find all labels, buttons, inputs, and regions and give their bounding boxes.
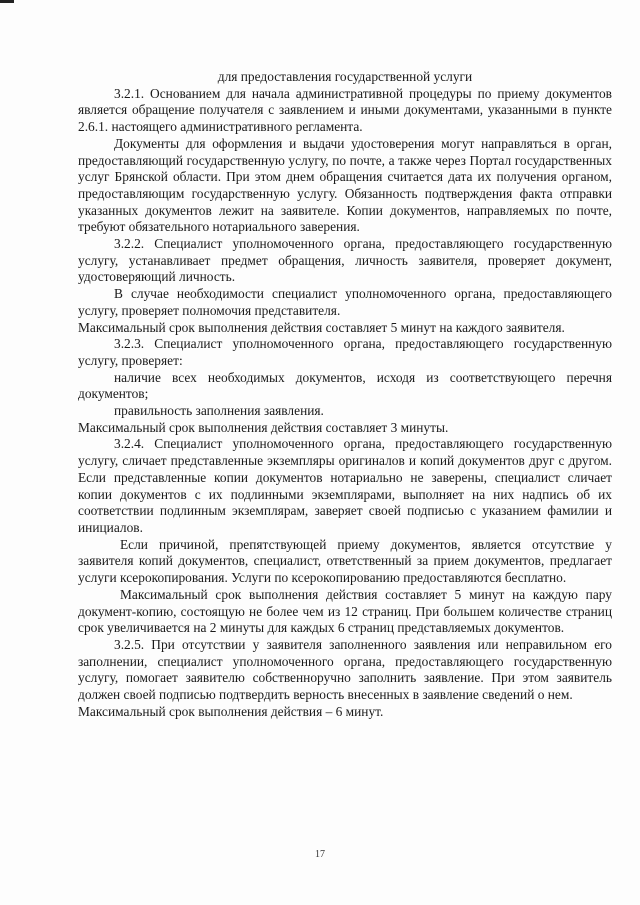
paragraph-3-2-4: 3.2.4. Специалист уполномоченного органа, предоставляющего государственную услугу, сличает представленные экземпляры оригиналов и копий документов друг с другом. Если представленные копии документов нотариально не заверены, специалист сличает копии документов с их подлинными экземплярами, выполняет на них надпись об их соответствии подлинным экземплярам, заверяет своей подписью с указанием фамилии и инициалов. bbox=[78, 436, 612, 535]
paragraph-form-correctness: правильность заполнения заявления. bbox=[114, 403, 324, 419]
paragraph-representative-check: В случае необходимости специалист уполномоченного органа, предоставляющего услугу, проверяет полномочия представителя. bbox=[78, 286, 612, 318]
paragraph-3-2-3: 3.2.3. Специалист уполномоченного органа, предоставляющего государственную услугу, проверяет: bbox=[78, 336, 612, 368]
paragraph-max-time-pages: Максимальный срок выполнения действия составляет 5 минут на каждую пару документ-копию, состоящую не более чем из 12 страниц. При большем количестве страниц срок увеличивается на 2 минуты для каждых 6 страниц представляемых документов. bbox=[78, 586, 612, 636]
paragraph-docs-presence: наличие всех необходимых документов, исходя из соответствующего перечня документов; bbox=[78, 369, 612, 402]
paragraph-photocopy: Если причиной, препятствующей приему документов, является отсутствие у заявителя копий документов, специалист, ответственный за прием документов, предлагает услуги ксерокопирования. Услуги по ксерокопированию предоставляются бесплатно. bbox=[78, 536, 612, 586]
scan-corner-mark bbox=[0, 0, 14, 3]
page-number: 17 bbox=[315, 849, 325, 860]
paragraph-max-time-6min: Максимальный срок выполнения действия – 6 минут. bbox=[78, 703, 384, 719]
paragraph-3-2-1: 3.2.1. Основанием для начала административной процедуры по приему документов является обращение получателя с заявлением и иными документами, указанными в пункте 2.6.1. настоящего административного регламента. bbox=[78, 85, 612, 135]
section-heading: для предоставления государственной услуги bbox=[217, 69, 473, 84]
paragraph-max-time-5min: Максимальный срок выполнения действия составляет 5 минут на каждого заявителя. bbox=[78, 319, 565, 335]
paragraph-3-2-2: 3.2.2. Специалист уполномоченного органа, предоставляющего государственную услугу, устанавливает предмет обращения, личность заявителя, проверяет документ, удостоверяющий личность. bbox=[78, 236, 612, 285]
document-body bbox=[78, 69, 612, 720]
paragraph-documents-delivery: Документы для оформления и выдачи удостоверения могут направляться в орган, предоставляющий государственную услугу, по почте, а также через Портал государственных услуг Брянской области. При этом днем обращения считается дата их получения органом, предоставляющим государственную услугу. Обязанность подтверждения факта отправки указанных документов лежит на заявителе. Копии документов, направляемых по почте, требуют обязательного нотариального заверения. bbox=[78, 135, 612, 235]
paragraph-3-2-5: 3.2.5. При отсутствии у заявителя заполненного заявления или неправильном его заполнении, специалист уполномоченного органа, предоставляющего государственную услугу, помогает заявителю собственноручно заполнить заявление. При этом заявитель должен своей подписью подтвердить верность внесенных в заявление сведений о нем. bbox=[78, 636, 612, 703]
paragraph-max-time-3min: Максимальный срок выполнения действия составляет 3 минуты. bbox=[78, 419, 449, 435]
